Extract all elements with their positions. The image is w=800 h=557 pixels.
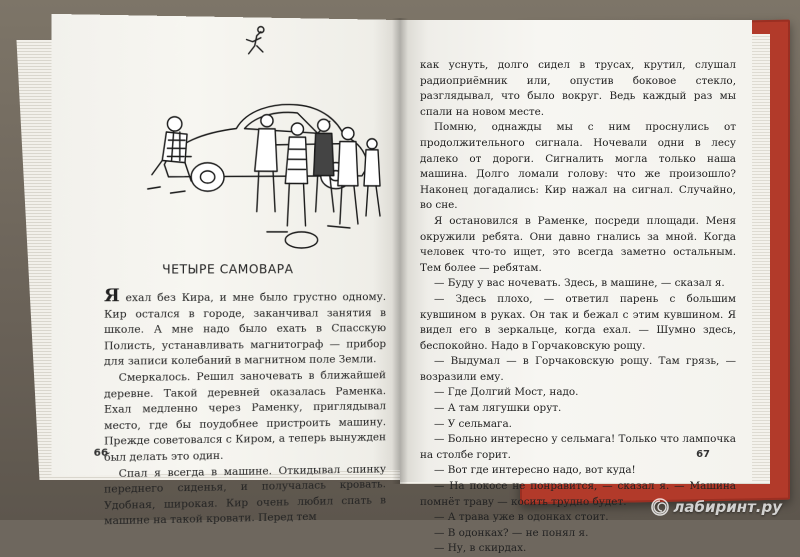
book-gutter-shadow xyxy=(392,18,408,484)
right-paragraph: — Здесь плохо, — ответил парень с большим кувшином в руках. Он так и бежал с этим кувшином. Я видел его в зеркальце, когда ехал. — Шумно здесь, беспокойно. Надо в Горчаковскую рощу. xyxy=(420,292,736,352)
right-paragraph: — Ну, в скирдах. xyxy=(434,542,527,555)
right-paragraph: — А там лягушки орут. xyxy=(434,402,562,415)
left-text-body xyxy=(104,285,387,530)
left-page xyxy=(52,14,400,528)
right-paragraph: — У сельмага. xyxy=(434,417,512,430)
right-paragraph: — На покосе не понравится, — сказал я. — Машина помнёт траву — косить трудно будет. xyxy=(420,480,736,508)
left-paragraph-2: Смеркалось. Решил заночевать в ближайшей деревне. Такой деревней оказалась Раменка. Ехал медленно через Раменку, приглядывал место, где бы поудобнее пристроить машину. Прежде советовался с Киром, а теперь вынужден был делать это один. xyxy=(104,369,387,464)
right-paragraph: Помню, однажды мы с ним проснулись от продолжительного сигнала. Ночевали одни в лесу далеко от дороги. Сигналить могла только наша машина. Долго ломали голову: что же произошло? Наконец догадались: Кир нажал на сигнал. Случайно, во сне. xyxy=(420,121,736,212)
left-paragraph-1 xyxy=(104,285,387,371)
page-number-left: 66 xyxy=(93,447,109,459)
right-paragraph: — А трава уже в одонках стоит. xyxy=(434,511,609,524)
right-text-body xyxy=(420,58,736,557)
right-paragraph: как уснуть, долго сидел в трусах, крутил, слушал радиоприёмник или, опустив боковое стекло, разглядывал, что было вокруг. Ведь каждый раз мы спали на новом месте. xyxy=(420,59,736,118)
page-number-right: 67 xyxy=(696,449,710,460)
watermark xyxy=(651,498,782,516)
labirint-logo-icon xyxy=(651,498,669,516)
right-paragraph: — Где Долгий Мост, надо. xyxy=(434,386,579,399)
right-paragraph: Я остановился в Раменке, посреди площади. Меня окружили ребята. Они давно гнались за мной. Когда человек что-то ищет, это всегда заметно остальным. Тем более — ребятам. xyxy=(420,214,736,274)
watermark-text: лабиринт.ру xyxy=(673,498,782,516)
dropcap-letter: Я xyxy=(104,285,120,307)
right-paragraph: — В одонках? — не понял я. xyxy=(434,526,589,539)
right-paragraph: — Буду у вас ночевать. Здесь, в машине, — сказал я. xyxy=(434,277,725,290)
chapter-title: ЧЕТЫРЕ САМОВАРА xyxy=(162,262,294,277)
right-paragraph: — Больно интересно у сельмага! Только что лампочка на столбе горит. xyxy=(420,433,736,461)
right-paragraph: — Вот где интересно надо, вот куда! xyxy=(434,464,636,477)
left-paragraph-1-text: ехал без Кира, и мне было грустно одному. Кир остался в городе, заканчивал занятия в школе. А мне надо было ехать в Спасскую Полисть, устанавливать магнитограф — прибор для записи колебаний в магнитном поле Земли. xyxy=(104,291,387,369)
left-paragraph-3: Спал я всегда в машине. Откидывал спинку переднего сиденья, и получалась кровать. Удобная, широкая. Кир очень любил спать в машине на такой кровати. Перед тем xyxy=(104,462,387,528)
right-paragraph: — Выдумал — в Горчаковскую рощу. Там грязь, — возразили ему. xyxy=(420,355,736,383)
car-with-children-illustration xyxy=(144,22,386,255)
